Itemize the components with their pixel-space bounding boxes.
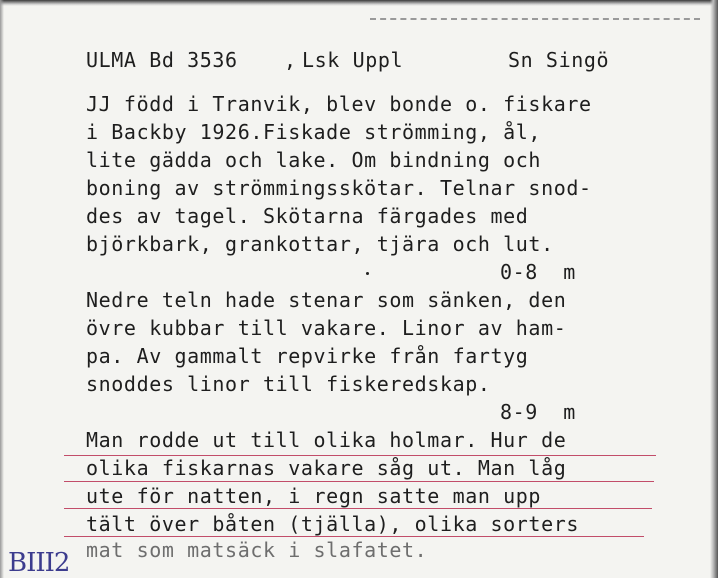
body-line-5: des av tagel. Skötarna färgades med — [86, 204, 529, 228]
red-underline-3 — [64, 508, 652, 509]
parish-label: Lsk Uppl — [302, 48, 404, 72]
header-separator: , — [284, 48, 297, 72]
body-line-8: övre kubbar till vakare. Linor av ham- — [86, 316, 567, 340]
depth-marker-1: 0-8 m — [500, 260, 576, 284]
red-underline-2 — [64, 481, 654, 482]
body-line-13: ute för natten, i regn satte man upp — [86, 484, 542, 508]
body-line-6: björkbark, grankottar, tjära och lut. — [86, 232, 554, 256]
stray-dot — [366, 272, 369, 275]
body-line-2: i Backby 1926.Fiskade strömming, ål, — [86, 120, 542, 144]
body-line-14: tält över båten (tjälla), olika sorters — [86, 512, 579, 536]
sn-label: Sn Singö — [508, 48, 610, 72]
card-right-edge — [710, 0, 718, 578]
body-line-7: Nedre teln hade stenar som sänken, den — [86, 288, 567, 312]
body-line-4: boning av strömmingsskötar. Telnar snod- — [86, 176, 592, 200]
body-line-9: pa. Av gammalt repvirke från fartyg — [86, 344, 529, 368]
card-top-edge — [0, 0, 718, 6]
body-line-15: mat som matsäck i slafatet. — [86, 538, 428, 562]
body-line-11: Man rodde ut till olika holmar. Hur de — [86, 428, 567, 452]
dashed-top-rule — [370, 18, 700, 20]
handwritten-margin-note: BIII2 — [8, 548, 70, 578]
body-line-3: lite gädda och lake. Om bindning och — [86, 148, 542, 172]
card-left-edge — [0, 0, 4, 578]
depth-marker-2: 8-9 m — [500, 400, 576, 424]
body-line-10: snoddes linor till fiskeredskap. — [86, 372, 491, 396]
card-code: ULMA Bd 3536 — [86, 48, 238, 72]
red-underline-4 — [64, 536, 644, 537]
red-underline-1 — [64, 455, 656, 456]
body-line-1: JJ född i Tranvik, blev bonde o. fiskare — [86, 92, 592, 116]
body-line-12: olika fiskarnas vakare såg ut. Man låg — [86, 456, 567, 480]
